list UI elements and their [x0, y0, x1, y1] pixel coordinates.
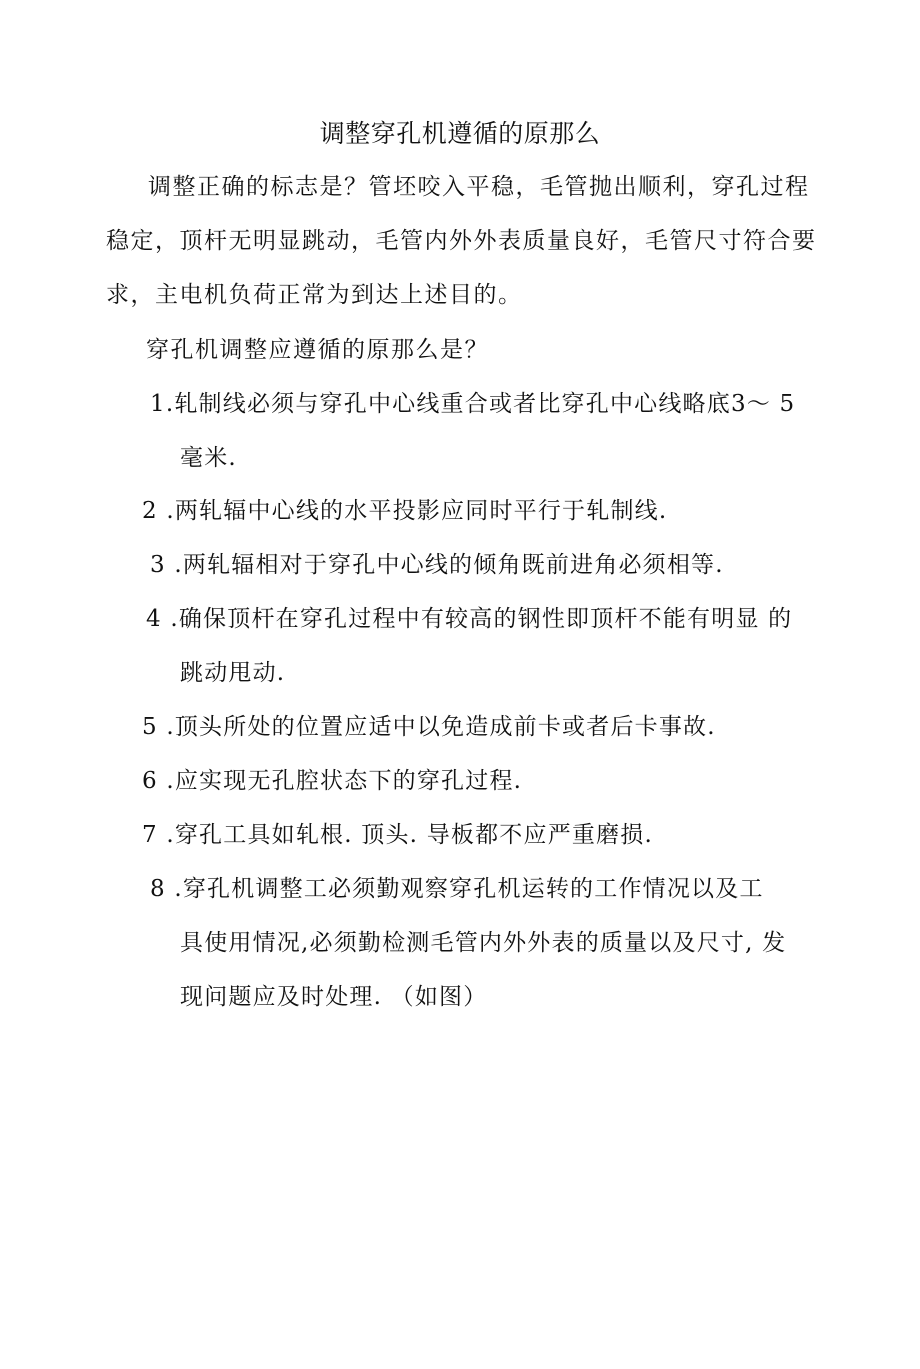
- list-item-8-continuation-1: 具使用情况,必须勤检测毛管内外外表的质量以及尺寸, 发: [180, 930, 787, 956]
- list-item-8: 8 .穿孔机调整工必须勤观察穿孔机运转的工作情况以及工: [150, 876, 764, 902]
- list-item-3: 3 .两轧辐相对于穿孔中心线的倾角既前进角必须相等.: [150, 552, 724, 578]
- list-item-4-continuation: 跳动甩动.: [180, 660, 286, 686]
- list-item-2: 2 .两轧辐中心线的水平投影应同时平行于轧制线.: [142, 498, 668, 524]
- list-item-1-continuation: 毫米.: [180, 445, 237, 471]
- list-item-8-continuation-2: 现问题应及时处理. （如图）: [180, 984, 488, 1010]
- list-item-1: 1.轧制线必须与穿孔中心线重合或者比穿孔中心线略底3〜 5: [150, 391, 796, 417]
- list-item-4: 4 .确保顶杆在穿孔过程中有较高的钢性即顶杆不能有明显 的: [146, 606, 793, 632]
- lead-paragraph: 穿孔机调整应遵循的原那么是？: [146, 337, 489, 363]
- list-item-6: 6 .应实现无孔腔状态下的穿孔过程.: [142, 768, 523, 794]
- document-title: 调整穿孔机遵循的原那么: [319, 119, 601, 148]
- list-item-7: 7 .穿孔工具如轧根. 顶头. 导板都不应严重磨损.: [142, 822, 654, 848]
- intro-paragraph: 调整正确的标志是？管坯咬入平稳，毛管抛出顺利，穿孔过程稳定，顶杆无明显跳动，毛管内外外表质量良好，毛管尺寸符合要求，主电机负荷正常为到达上述目的。: [106, 174, 817, 308]
- list-item-5: 5 .顶头所处的位置应适中以免造成前卡或者后卡事故.: [142, 714, 716, 740]
